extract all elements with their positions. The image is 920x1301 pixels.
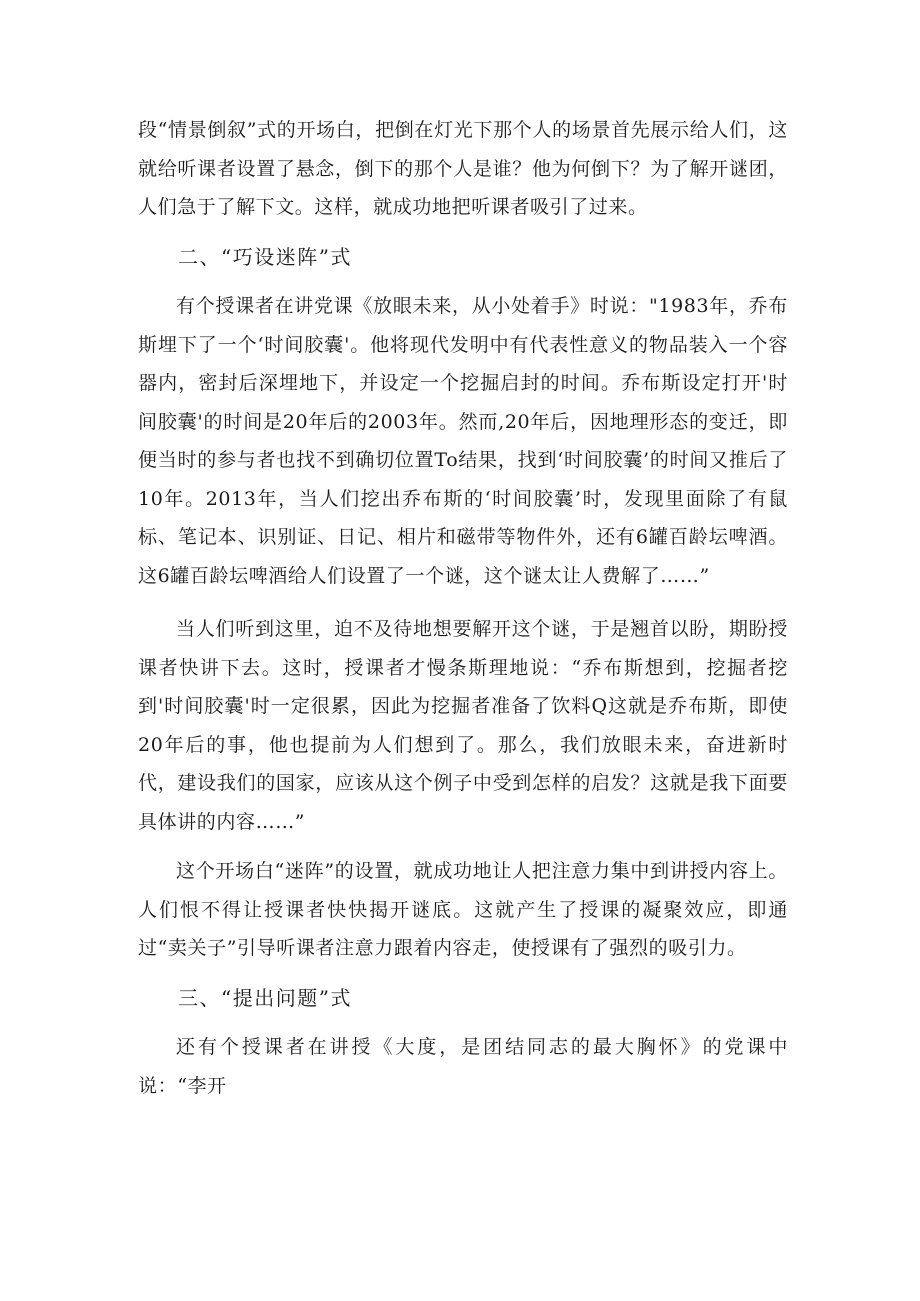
section-heading: 二、“巧设迷阵”式 [178,244,352,269]
section-heading: 三、“提出问题”式 [178,985,352,1010]
body-paragraph: 还有个授课者在讲授《大度，是团结同志的最大胸怀》的党课中说：“李开 [138,1036,788,1097]
body-paragraph: 有个授课者在讲党课《放眼未来，从小处着手》时说："1983年，乔布斯埋下了一个‘时间胶囊'。他将现代发明中有代表性意义的物品装入一个容器内，密封后深埋地下，并设定一个挖掘启封的时间。乔布斯设定打开'时间胶囊'的时间是20年后的2003年。然而,20年后，因地理形态的变迁，即便当时的参与者也找不到确切位置To结果，找到‘时间胶囊’的时间又推后了10年。2013年，当人们挖出乔布斯的‘时间胶囊’时，发现里面除了有鼠标、笔记本、识别证、日记、相片和磁带等物件外，还有6罐百龄坛啤酒。这6罐百龄坛啤酒给人们设置了一个谜，这个谜太让人费解了……” [138,295,788,587]
document-body [138,111,788,1105]
body-paragraph: 这个开场白“迷阵”的设置，就成功地让人把注意力集中到讲授内容上。人们恨不得让授课者快快揭开谜底。这就产生了授课的凝聚效应，即通过“卖关子”引导听课者注意力跟着内容走，使授课有了强烈的吸引力。 [138,860,788,959]
body-paragraph: 当人们听到这里，迫不及待地想要解开这个谜，于是翘首以盼，期盼授课者快讲下去。这时，授课者才慢条斯理地说：“乔布斯想到，挖掘者挖到'时间胶囊'时一定很累，因此为挖掘者准备了饮料Q这就是乔布斯，即使20年后的事，他也提前为人们想到了。那么，我们放眼未来，奋进新时代，建设我们的国家，应该从这个例子中受到怎样的启发？这就是我下面要具体讲的内容……” [138,618,788,833]
body-paragraph: 段“情景倒叙”式的开场白，把倒在灯光下那个人的场景首先展示给人们，这就给听课者设置了悬念，倒下的那个人是谁？他为何倒下？为了解开谜团，人们急于了解下文。这样，就成功地把听课者吸引了过来。 [138,119,788,218]
